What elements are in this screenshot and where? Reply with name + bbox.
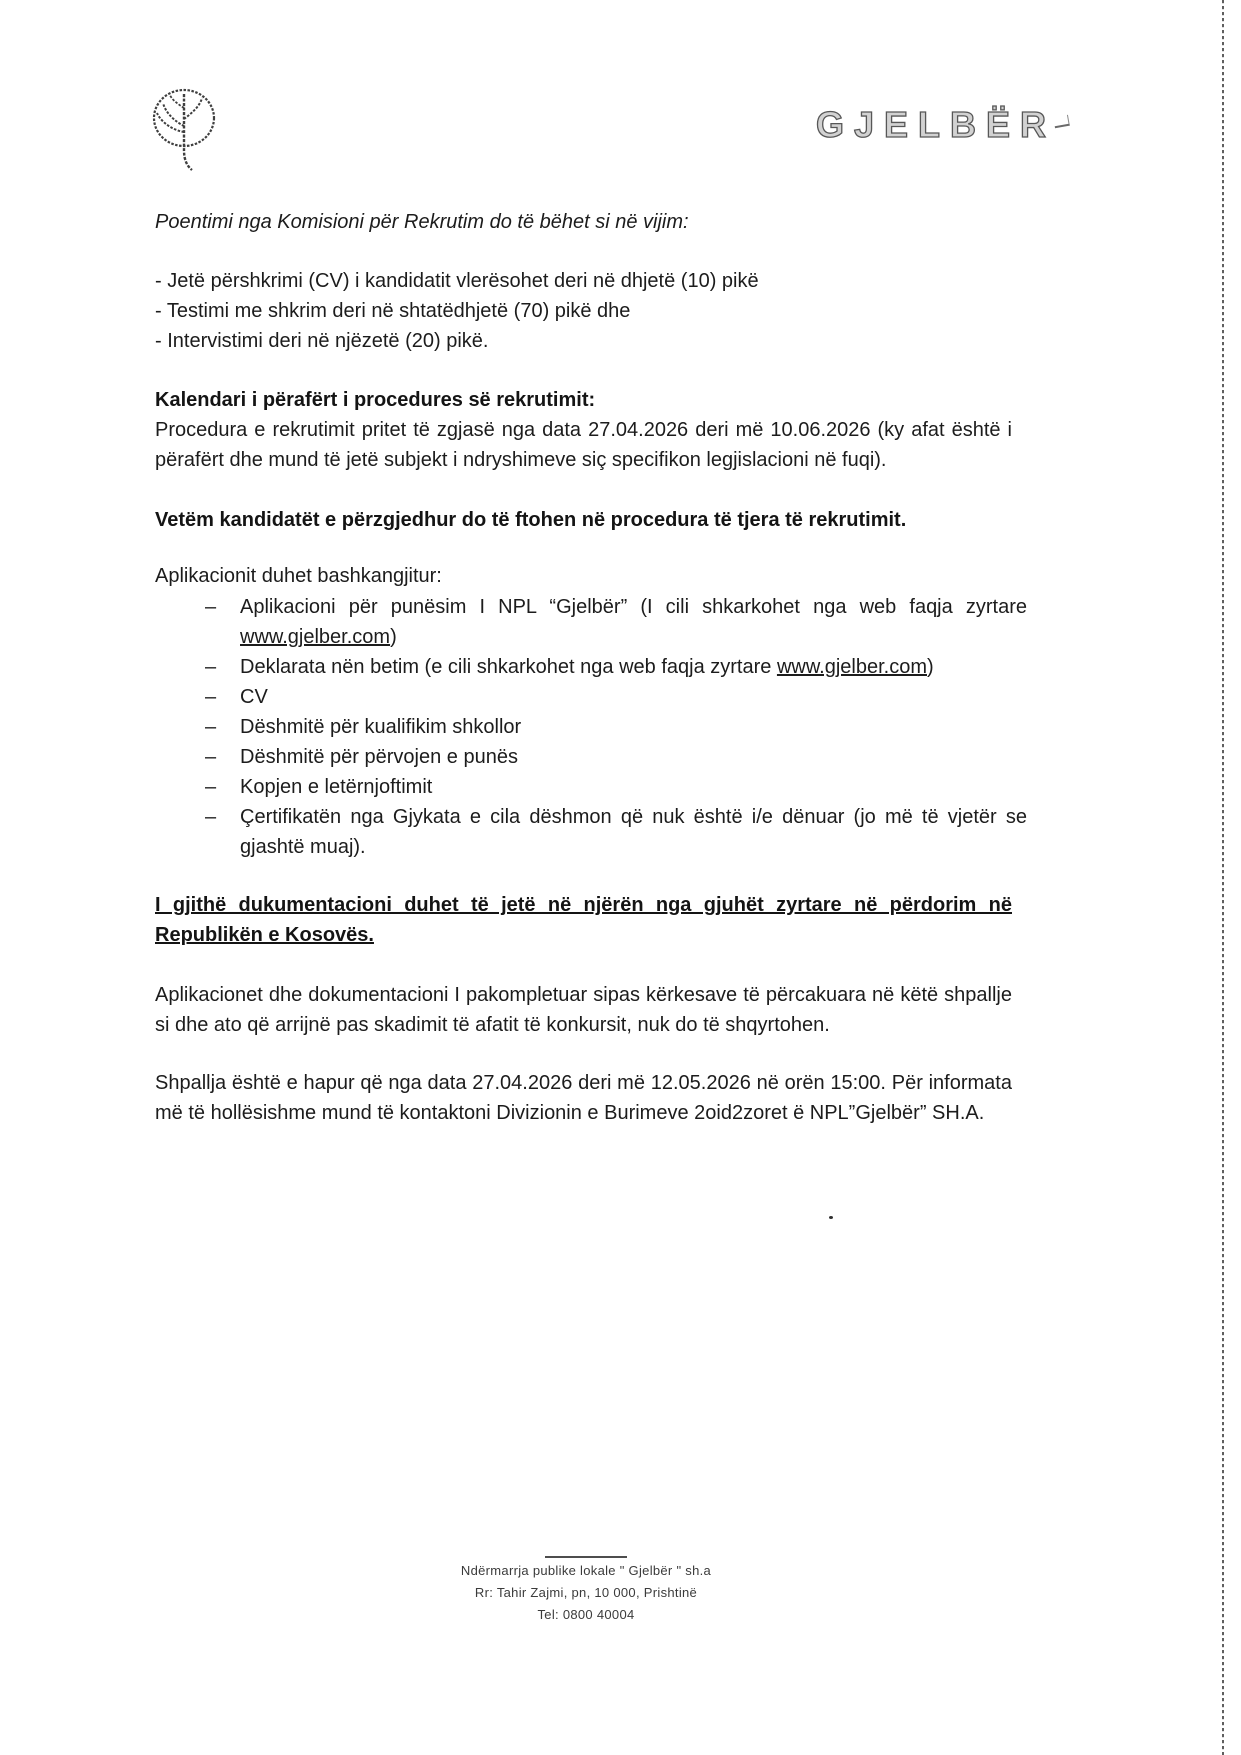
scoring-item-interview: - Intervistimi deri në njëzetë (20) pikë. xyxy=(155,330,489,352)
bullet-dash: – xyxy=(205,746,217,768)
attachment-item-id xyxy=(155,772,1027,802)
attachment-suffix: ) xyxy=(390,626,397,648)
footer-divider xyxy=(545,1556,627,1558)
scoring-item-cv: - Jetë përshkrimi (CV) i kandidatit vlerësohet deri në dhjetë (10) pikë xyxy=(155,270,759,292)
attachment-item-cv xyxy=(155,682,1027,712)
attachment-item-certificate xyxy=(155,802,1027,862)
bullet-dash: – xyxy=(205,686,217,708)
attachment-text: Dëshmitë për kualifikim shkollor xyxy=(240,716,522,738)
website-url: www.gjelber.com xyxy=(240,626,391,648)
attachment-text: Çertifikatën nga Gjykata e cila dëshmon që nuk është i/e dënuar (jo më të vjetër se gjashtë muaj). xyxy=(240,806,1027,858)
website-url: www.gjelber.com xyxy=(776,656,927,678)
attachment-text: CV xyxy=(240,686,268,708)
attachment-item-declaration xyxy=(155,652,1027,682)
calendar-paragraph: Procedura e rekrutimit pritet të zgjasë nga data 27.04.2026 deri më 10.06.2026 (ky afat është i përafërt dhe mund të jetë subjekt i ndryshimeve siç specifikon legjislacioni në fuqi). xyxy=(155,419,1012,471)
incomplete-applications-note: Aplikacionet dhe dokumentacioni I pakompletuar sipas kërkesave të përcakuara në këtë shpallje si dhe ato që arrijnë pas skadimit të afatit të konkursit, nuk do të shqyrtohen. xyxy=(155,984,1012,1036)
bullet-dash: – xyxy=(205,776,217,798)
page-footer xyxy=(436,1556,736,1626)
company-wordmark: GJELBËR xyxy=(816,104,1057,145)
calendar-heading: Kalendari i përafërt i procedures së rekrutimit: xyxy=(155,389,596,411)
attachment-text: Deklarata nën betim (e cili shkarkohet nga web faqja zyrtare xyxy=(240,656,777,678)
bullet-dash: – xyxy=(205,716,217,738)
selected-candidates-note: Vetëm kandidatët e përzgjedhur do të ftohen në procedura të tjera të rekrutimit. xyxy=(155,509,907,531)
footer-address: Rr: Tahir Zajmi, pn, 10 000, Prishtinë xyxy=(474,1585,698,1600)
tree-logo-icon xyxy=(150,86,220,174)
footer-company-name: Ndërmarrja publike lokale " Gjelbër " sh.a xyxy=(460,1563,712,1578)
attachments-list xyxy=(155,592,1027,862)
open-period-note: Shpallja është e hapur që nga data 27.04.2026 deri më 12.05.2026 në orën 15:00. Për informata më të hollësishme mund të kontaktoni Divizionin e Burimeve 2oid2zoret ë NPL”Gjelbër” SH.A. xyxy=(155,1072,1012,1124)
bullet-dash: – xyxy=(205,596,217,618)
attachment-text: Dëshmitë për përvojen e punës xyxy=(240,746,518,768)
scan-dot-artifact xyxy=(829,1216,833,1219)
attachment-item-experience xyxy=(155,742,1027,772)
scan-edge-artifact xyxy=(1222,0,1224,1755)
bullet-dash: – xyxy=(205,656,217,678)
attachment-suffix: ) xyxy=(927,656,934,678)
attachment-text: Aplikacioni për punësim I NPL “Gjelbër” (I cili shkarkohet nga web faqja zyrtare xyxy=(240,596,1027,618)
intro-heading: Poentimi nga Komisioni për Rekrutim do të bëhet si në vijim: xyxy=(155,211,689,233)
language-requirement-note: I gjithë dukumentacioni duhet të jetë në njërën nga gjuhët zyrtare në përdorim në Republikën e Kosovës. xyxy=(155,894,1012,946)
footer-phone: Tel: 0800 40004 xyxy=(537,1607,635,1622)
scoring-item-test: - Testimi me shkrim deri në shtatëdhjetë (70) pikë dhe xyxy=(155,300,631,322)
attachment-item-education xyxy=(155,712,1027,742)
attachments-heading: Aplikacionit duhet bashkangjitur: xyxy=(155,565,442,587)
attachment-text: Kopjen e letërnjoftimit xyxy=(240,776,433,798)
scoring-list xyxy=(155,266,1012,356)
trademark-mark-icon xyxy=(1053,115,1070,128)
attachment-item-application xyxy=(155,592,1027,652)
bullet-dash: – xyxy=(205,806,217,828)
